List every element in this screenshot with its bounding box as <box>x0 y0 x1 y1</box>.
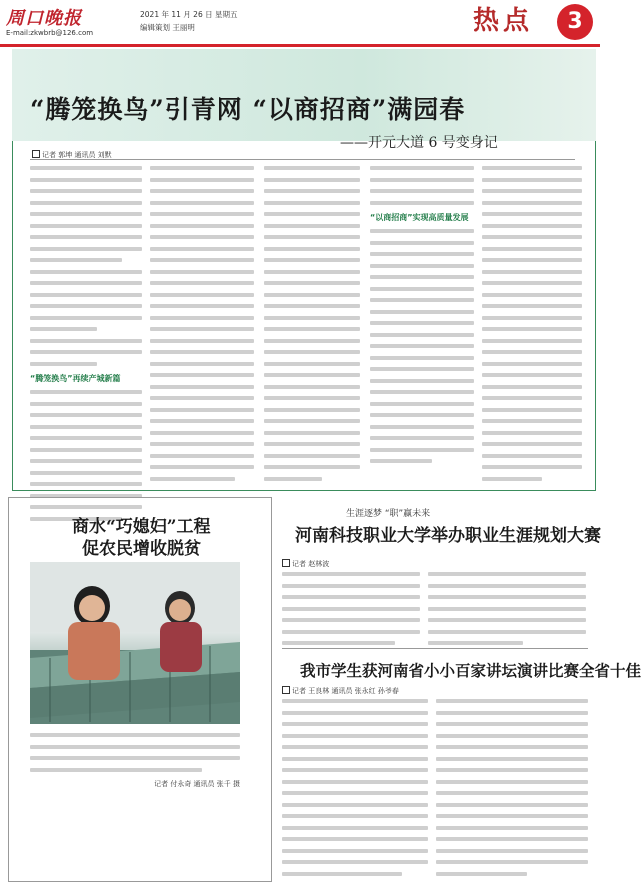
lead-subhead: ——开元大道 6 号变身记 <box>340 135 498 151</box>
lead-column-2 <box>150 166 254 486</box>
lead-column-1 <box>30 166 142 486</box>
section-title: 热点 <box>473 6 534 36</box>
byline-marker-icon <box>32 150 40 158</box>
right-story-byline <box>282 559 329 569</box>
photo-credit: 记者 付永奇 通讯员 张千 摄 <box>154 780 240 788</box>
lead-headline: “腾笼换鸟”引青网 “以商招商”满园春 <box>30 95 466 124</box>
right-story-column-1 <box>282 572 420 644</box>
byline-marker-icon <box>282 559 290 567</box>
byline-marker-icon <box>282 686 290 694</box>
paper-email: E-mail:zkwbrb@126.com <box>6 29 94 37</box>
issue-date: 2021 年 11 月 26 日 星期五 <box>140 10 238 19</box>
lead-subhead-1: “腾笼换鸟”再续产城新篇 <box>30 374 121 383</box>
right-story-divider <box>282 648 588 649</box>
right-lower-column-1 <box>282 699 428 883</box>
right-story-headline: 河南科技职业大学举办职业生涯规划大赛 <box>295 526 601 546</box>
right-story-kicker: 生涯逐梦 “职”赢未来 <box>346 509 431 519</box>
paper-name-logo: 周口晚报 <box>6 8 82 29</box>
lead-byline-text: 记者 郭坤 通讯员 刘默 <box>42 151 112 159</box>
right-story-byline-text: 记者 赵林波 <box>292 560 330 568</box>
right-lower-byline-text: 记者 王良林 通讯员 张永红 孙爷春 <box>292 687 399 695</box>
left-story-headline-line2: 促农民增收脱贫 <box>82 539 201 559</box>
right-lower-column-2 <box>436 699 588 883</box>
masthead-rule <box>0 44 600 47</box>
right-story-column-2 <box>428 572 586 644</box>
left-story-headline-line1: 商水“巧媳妇”工程 <box>72 517 211 537</box>
workshop-photo <box>30 562 240 724</box>
editor-line: 编辑策划 王丽明 <box>140 23 195 32</box>
lead-column-5 <box>482 166 582 486</box>
right-lower-byline <box>282 686 399 696</box>
lead-column-4 <box>370 166 474 486</box>
lead-byline-rule <box>30 159 575 160</box>
lead-column-3 <box>264 166 360 486</box>
lead-subhead-2: “以商招商”实现高质量发展 <box>370 213 469 222</box>
workshop-photo-illustration <box>30 562 240 724</box>
right-lower-headline: 我市学生获河南省小小百家讲坛演讲比赛全省十佳 <box>300 661 641 680</box>
page-number-badge: 3 <box>557 4 593 40</box>
left-story-caption <box>30 733 240 789</box>
